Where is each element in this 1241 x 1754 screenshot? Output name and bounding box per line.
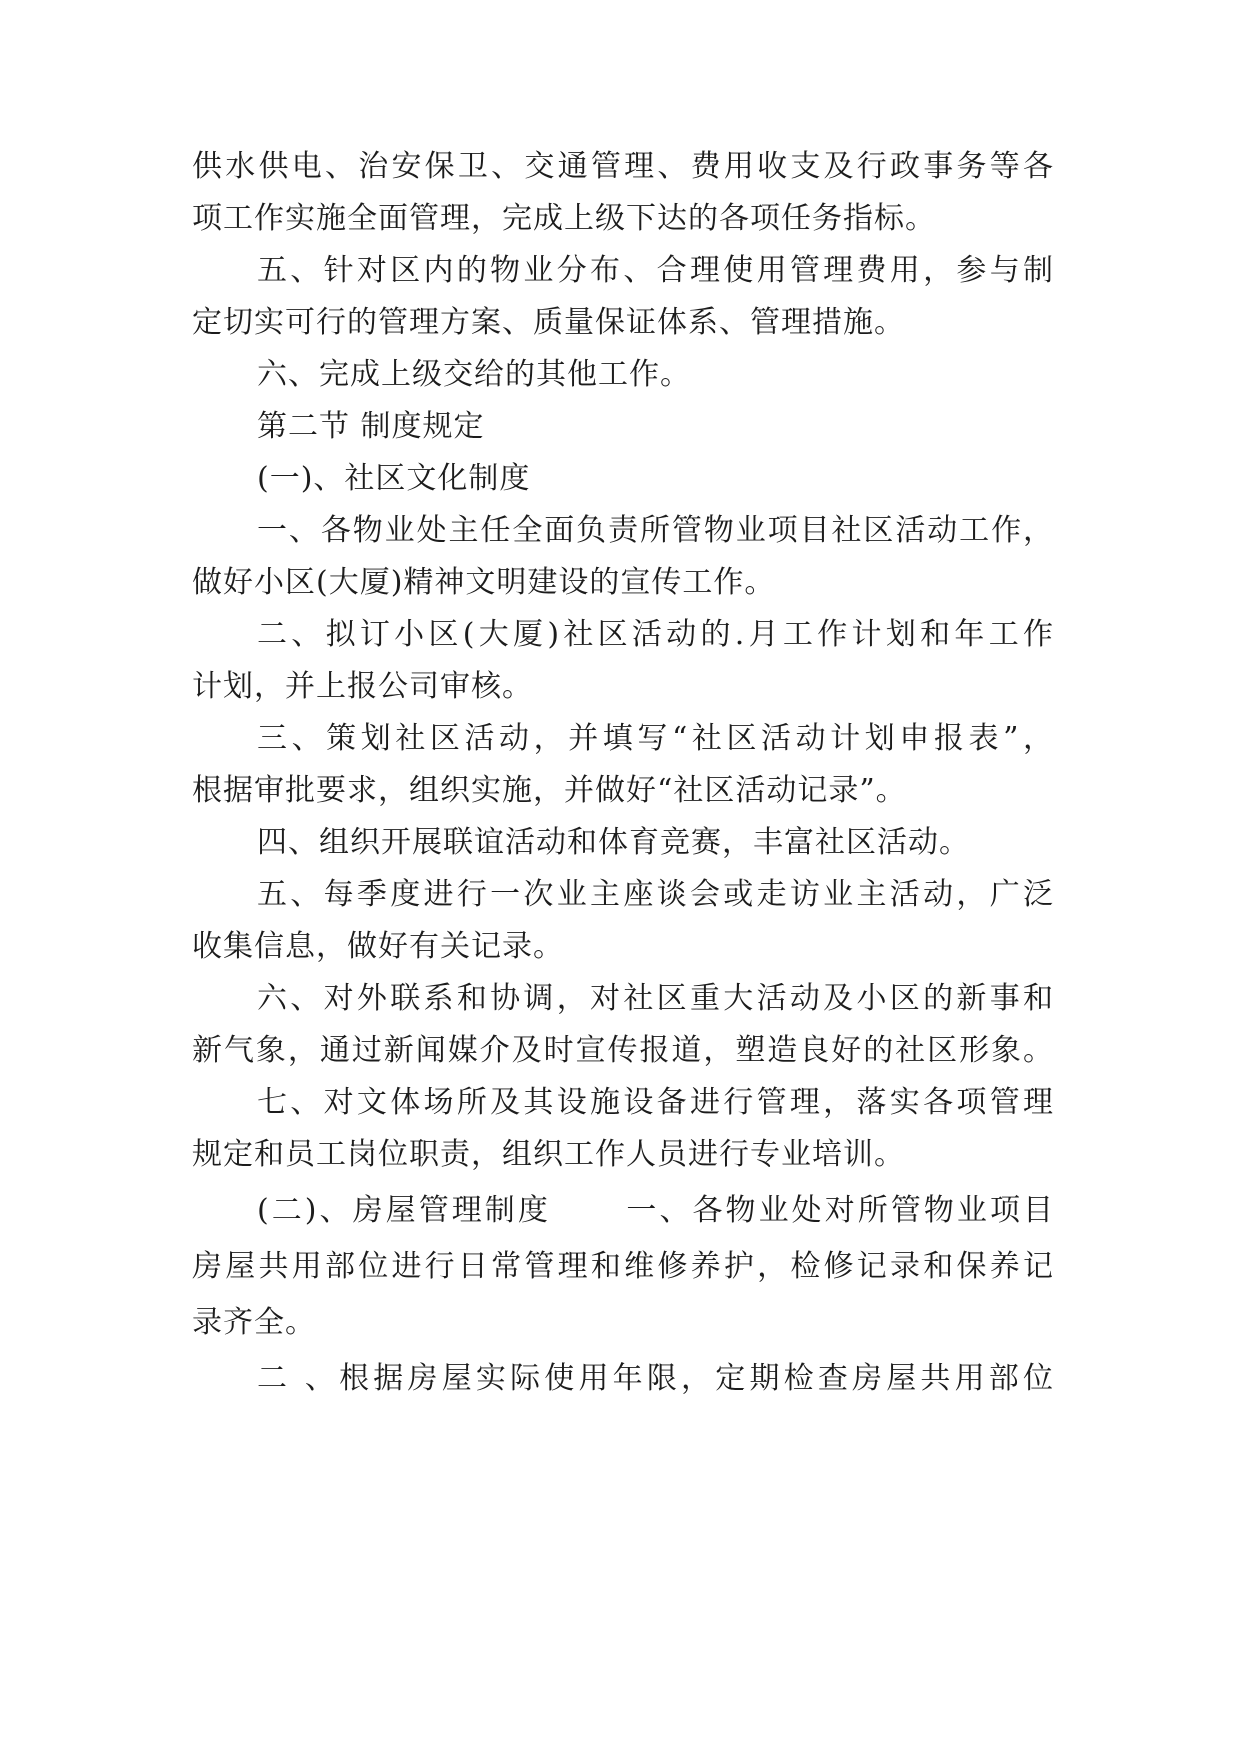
text-line: 一、各物业处主任全面负责所管物业项目社区活动工作， xyxy=(257,513,1054,548)
text-line: 项工作实施全面管理，完成上级下达的各项任务指标。 xyxy=(192,201,936,236)
text-line: 六、完成上级交给的其他工作。 xyxy=(257,357,691,392)
text-line: (二)、房屋管理制度 一、各物业处对所管物业项目 xyxy=(257,1193,1054,1228)
subsection-heading: (一)、社区文化制度 xyxy=(257,461,531,496)
text-line: 定切实可行的管理方案、质量保证体系、管理措施。 xyxy=(192,305,905,340)
text-line: 供水供电、治安保卫、交通管理、费用收支及行政事务等各 xyxy=(192,149,1054,184)
section-heading: 第二节 制度规定 xyxy=(257,409,485,444)
text-line: 房屋共用部位进行日常管理和维修养护，检修记录和保养记 xyxy=(192,1249,1054,1284)
text-line: 二 、根据房屋实际使用年限，定期检查房屋共用部位 xyxy=(257,1361,1054,1396)
text-line: 收集信息，做好有关记录。 xyxy=(192,929,564,964)
text-line: 二、拟订小区(大厦)社区活动的.月工作计划和年工作 xyxy=(257,617,1054,652)
text-line: 计划，并上报公司审核。 xyxy=(192,669,533,704)
text-line: 五、每季度进行一次业主座谈会或走访业主活动，广泛 xyxy=(257,877,1054,912)
text-line: 根据审批要求，组织实施，并做好“社区活动记录”。 xyxy=(192,773,907,808)
text-line: 做好小区(大厦)精神文明建设的宣传工作。 xyxy=(192,565,776,600)
text-line: 规定和员工岗位职责，组织工作人员进行专业培训。 xyxy=(192,1137,905,1172)
text-line: 三、策划社区活动，并填写“社区活动计划申报表”， xyxy=(257,721,1054,756)
text-line: 录齐全。 xyxy=(192,1305,316,1340)
text-line: 五、针对区内的物业分布、合理使用管理费用，参与制 xyxy=(257,253,1054,288)
text-line: 六、对外联系和协调，对社区重大活动及小区的新事和 xyxy=(257,981,1054,1016)
text-line: 新气象，通过新闻媒介及时宣传报道，塑造良好的社区形象。 xyxy=(192,1033,1054,1068)
text-line: 四、组织开展联谊活动和体育竞赛，丰富社区活动。 xyxy=(257,825,970,860)
text-line: 七、对文体场所及其设施设备进行管理，落实各项管理 xyxy=(257,1085,1054,1120)
